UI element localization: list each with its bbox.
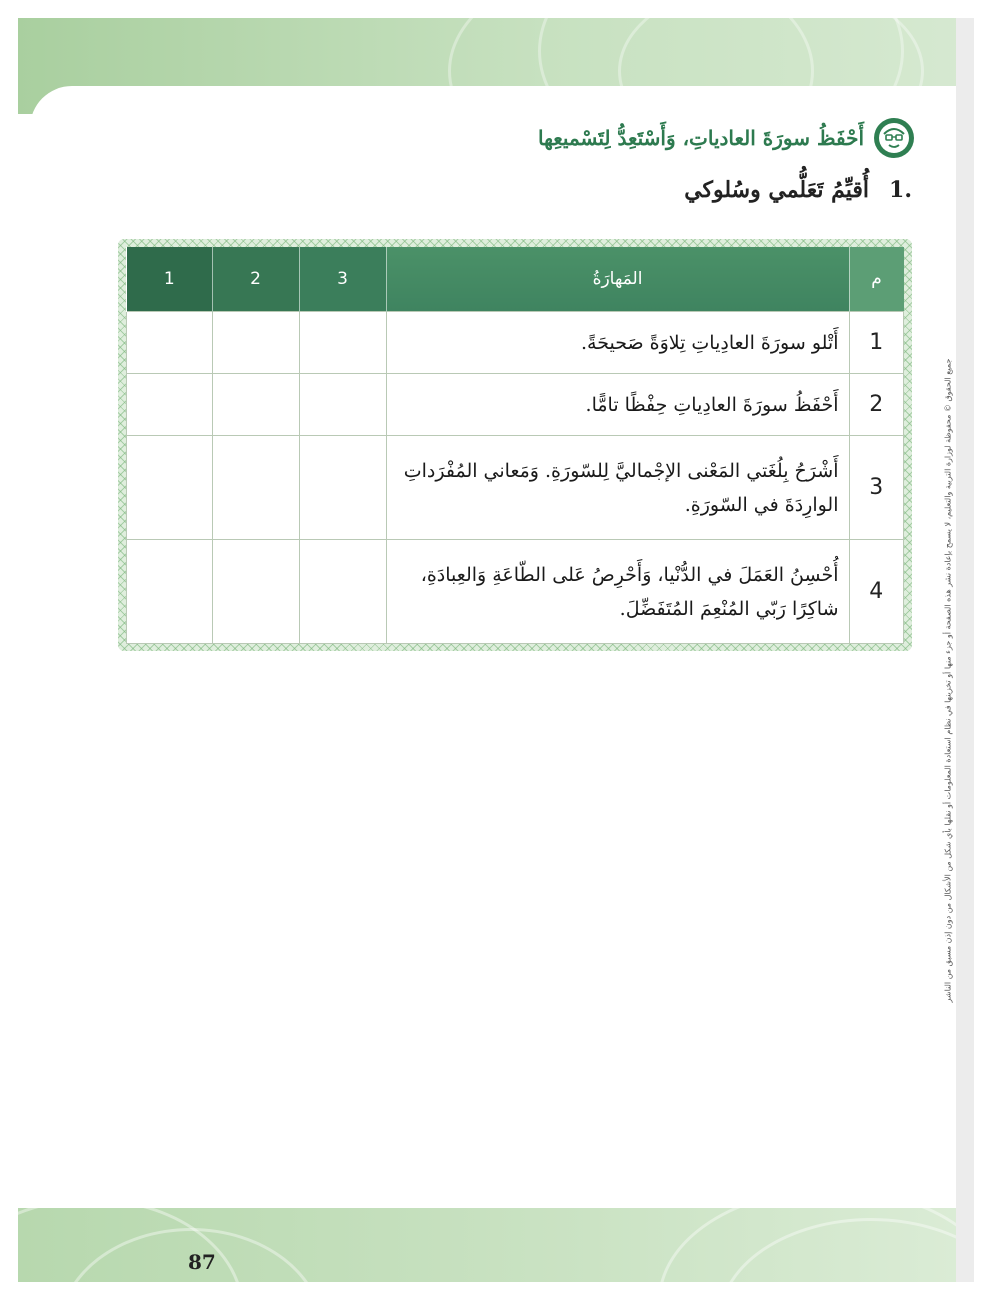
row-skill: أَحْفَظُ سورَةَ العادِياتِ حِفْظًا تامًّا.	[386, 374, 849, 436]
page-number: 87	[188, 1250, 216, 1274]
row-index: 1	[849, 312, 904, 374]
lesson-header	[538, 113, 914, 163]
header-index: م	[849, 247, 904, 312]
rating-cell-2[interactable]	[212, 540, 299, 644]
section-heading	[684, 177, 912, 203]
rating-cell-2[interactable]	[212, 374, 299, 436]
header-skill: المَهارَةُ	[386, 247, 849, 312]
lesson-title: أَحْفَظُ سورَةَ العادياتِ، وَأَسْتَعِدُّ لِتَسْميعِها	[537, 126, 864, 150]
header-rating-3: 3	[299, 247, 386, 312]
rating-cell-1[interactable]	[127, 312, 213, 374]
rating-cell-3[interactable]	[299, 312, 386, 374]
header-rating-2: 2	[212, 247, 299, 312]
row-index: 2	[849, 374, 904, 436]
table-row	[127, 540, 904, 644]
rating-cell-3[interactable]	[299, 436, 386, 540]
section-title: أُقيِّمُ تَعَلُّمي وسُلوكي	[684, 177, 870, 203]
self-assessment-table	[126, 247, 904, 644]
section-number: 1.	[889, 177, 912, 203]
row-skill: أُحْسِنُ العَمَلَ في الدُّنْيا، وَأَحْرِصُ عَلى الطّاعَةِ وَالعِبادَةِ، شاكِرًا رَبّي المُنْعِمَ المُتَفَضِّلَ.	[386, 540, 849, 644]
table-row	[127, 374, 904, 436]
bottom-decorative-band	[18, 1208, 974, 1282]
copyright-vertical-text	[928, 300, 968, 1060]
rating-cell-1[interactable]	[127, 436, 213, 540]
rating-cell-2[interactable]	[212, 312, 299, 374]
rating-cell-3[interactable]	[299, 374, 386, 436]
table-header-row	[127, 247, 904, 312]
rating-cell-3[interactable]	[299, 540, 386, 644]
table-row	[127, 436, 904, 540]
row-index: 3	[849, 436, 904, 540]
header-rating-1: 1	[127, 247, 213, 312]
rating-cell-1[interactable]	[127, 540, 213, 644]
row-skill: أَشْرَحُ بِلُغَتي المَعْنى الإجْماليَّ لِلسّورَةِ. وَمَعاني المُفْرَداتِ الوارِدَةَ في السّورَةِ.	[386, 436, 849, 540]
row-skill: أَتْلو سورَةَ العادِياتِ تِلاوَةً صَحيحَةً.	[386, 312, 849, 374]
rating-cell-2[interactable]	[212, 436, 299, 540]
student-face-icon	[874, 118, 914, 158]
table-row	[127, 312, 904, 374]
copyright-text: جميع الحقوق © محفوظة لوزارة التربية والتعليم، لا يسمح بإعادة نشر هذه الصفحة أو جزء منها أو تخزينها في نظام استعادة المعلومات أو نقلها بأي شكل من الأشكال من دون إذن مسبق من الناشر	[943, 358, 953, 1002]
row-index: 4	[849, 540, 904, 644]
rating-cell-1[interactable]	[127, 374, 213, 436]
